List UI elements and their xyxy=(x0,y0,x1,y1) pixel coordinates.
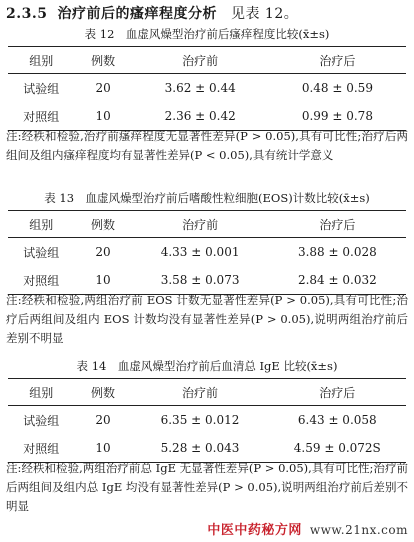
header-count: 例数 xyxy=(75,379,132,406)
section-number: 2.3.5 xyxy=(6,6,48,22)
table-row xyxy=(8,238,406,267)
table-12-note: 注:经秩和检验,治疗前瘙痒程度无显著性差异(P > 0.05),具有可比性;治疗后两组间及组内瘙痒程度均有显著性差异(P < 0.05),具有统计学意义 xyxy=(6,129,408,162)
header-after: 治疗后 xyxy=(269,211,406,238)
table-row xyxy=(8,406,406,435)
table-14 xyxy=(8,378,406,463)
cell-group: 对照组 xyxy=(8,434,75,463)
cell-group: 试验组 xyxy=(23,81,60,96)
cell-after: 0.99 ± 0.78 xyxy=(269,102,406,131)
table-13-caption: 表 13 血虚风燥型治疗前后嗜酸性粒细胞(EOS)计数比较(x̄±s) xyxy=(44,191,370,205)
cell-before: 2.36 ± 0.42 xyxy=(132,102,269,131)
site-watermark xyxy=(207,519,408,538)
table-header-row xyxy=(8,379,406,406)
cell-group: 对照组 xyxy=(8,102,75,131)
header-group: 组别 xyxy=(8,47,75,74)
header-group: 组别 xyxy=(8,379,75,406)
cell-after: 4.59 ± 0.072S xyxy=(269,434,406,463)
cell-count: 20 xyxy=(95,413,111,427)
header-group: 组别 xyxy=(8,211,75,238)
header-after: 治疗后 xyxy=(269,47,406,74)
cell-after: 3.88 ± 0.028 xyxy=(297,245,377,259)
cell-count: 10 xyxy=(75,102,132,131)
header-before: 治疗前 xyxy=(131,379,268,406)
cell-before: 3.58 ± 0.073 xyxy=(131,266,268,295)
cell-count: 10 xyxy=(75,266,132,295)
table-row xyxy=(8,74,406,103)
cell-count: 20 xyxy=(95,245,111,259)
table-header-row xyxy=(8,47,406,74)
table-14-caption: 表 14 血虚风燥型治疗前后血清总 IgE 比较(x̄±s) xyxy=(76,359,338,373)
watermark-text: 中医中药秘方网 xyxy=(207,523,302,538)
cell-count: 10 xyxy=(75,434,132,463)
cell-count: 20 xyxy=(95,81,111,95)
cell-before: 4.33 ± 0.001 xyxy=(160,245,240,259)
table-14-note: 注:经秩和检验,两组治疗前总 IgE 无显著性差异(P > 0.05),具有可比性;治疗前后两组间及组内总 IgE 均没有显著性差异(P > 0.05),说明两组治疗前后差别不明显 xyxy=(6,461,408,513)
table-13 xyxy=(8,210,406,295)
header-before: 治疗前 xyxy=(132,47,269,74)
table-reference: 见表 12。 xyxy=(230,6,299,22)
cell-after: 0.48 ± 0.59 xyxy=(301,81,373,95)
section-title: 治疗前后的瘙痒程度分析 xyxy=(57,6,217,22)
watermark-url: www.21nx.com xyxy=(309,523,408,537)
cell-after: 2.84 ± 0.032 xyxy=(269,266,406,295)
cell-group: 对照组 xyxy=(8,266,75,295)
table-header-row xyxy=(8,211,406,238)
table-12 xyxy=(8,46,406,131)
table-12-caption: 表 12 血虚风燥型治疗前后瘙痒程度比较(x̄±s) xyxy=(84,27,330,41)
header-after: 治疗后 xyxy=(269,379,406,406)
cell-group: 试验组 xyxy=(23,245,60,260)
header-count: 例数 xyxy=(75,211,132,238)
section-heading xyxy=(6,3,298,23)
cell-after: 6.43 ± 0.058 xyxy=(297,413,377,427)
cell-before: 5.28 ± 0.043 xyxy=(131,434,268,463)
cell-group: 试验组 xyxy=(23,413,60,428)
header-before: 治疗前 xyxy=(131,211,268,238)
cell-before: 6.35 ± 0.012 xyxy=(160,413,240,427)
cell-before: 3.62 ± 0.44 xyxy=(164,81,236,95)
header-count: 例数 xyxy=(75,47,132,74)
table-13-note: 注:经秩和检验,两组治疗前 EOS 计数无显著性差异(P > 0.05),具有可比性;治疗后两组间及组内 EOS 计数均没有显著性差异(P > 0.05),说明两组治疗前后差别不明显 xyxy=(6,293,408,345)
